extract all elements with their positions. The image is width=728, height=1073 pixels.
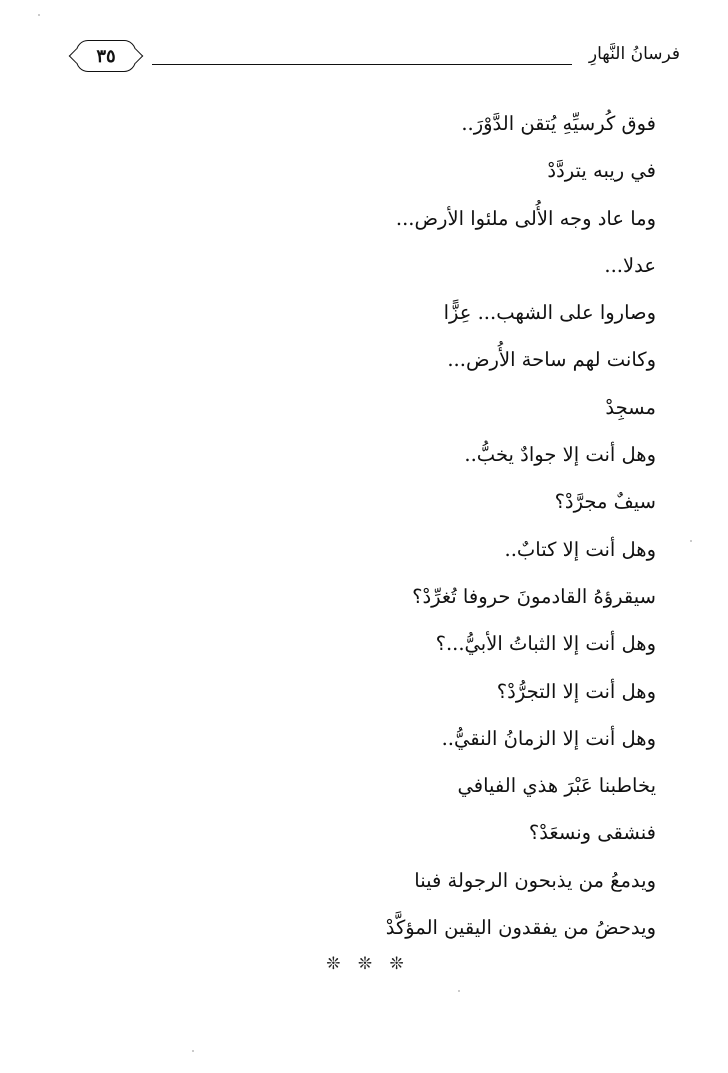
poem-line: عدلا... — [604, 253, 656, 277]
poem-body — [236, 100, 656, 951]
scan-speck — [458, 990, 460, 992]
poem-line: فوق كُرسيِّهِ يُتقن الدَّوْرَ.. — [461, 112, 656, 135]
poem-line: وهل أنت إلا الزمانُ النقيُّ.. — [441, 726, 656, 750]
poem-line: وكانت لهم ساحة الأُرض... — [447, 348, 656, 372]
poem-line: وهل أنت إلا الثباتُ الأبيُّ...؟ — [435, 632, 656, 656]
poem-line: وهل أنت إلا جوادٌ يخبُّ.. — [464, 443, 656, 467]
poem-line: وما عاد وجه الأُلى ملئوا الأرض... — [395, 206, 656, 230]
scan-speck — [38, 14, 40, 16]
poem-line: وهل أنت إلا التجرُّدْ؟ — [496, 679, 656, 703]
poem-line: في ريبه يتردَّدْ — [547, 159, 656, 183]
poem-line: سيفٌ مجرَّدْ؟ — [554, 490, 656, 514]
poem-line: وهل أنت إلا كتابٌ.. — [504, 537, 656, 561]
poem-line: ويدمعُ من يذبحون الرجولة فينا — [414, 868, 656, 892]
section-separator: ❊ ❊ ❊ — [326, 954, 410, 974]
scan-speck — [690, 540, 692, 542]
poem-line: وصاروا على الشهب... عِزًّا — [443, 301, 656, 325]
page-number: ٣٥ — [76, 40, 136, 72]
poem-line: سيقرؤهُ القادمونَ حروفا تُغرِّدْ؟ — [412, 584, 656, 608]
running-title: فرسانُ النَّهارِ — [588, 44, 680, 64]
scan-speck — [192, 1050, 194, 1052]
poem-line: فنشقى ونسعَدْ؟ — [528, 821, 656, 845]
poem-line: مسجِدْ — [605, 395, 656, 419]
header-rule — [152, 64, 572, 65]
page-header — [60, 38, 680, 82]
poem-line: يخاطبنا عَبْرَ هذي الفيافي — [457, 774, 656, 798]
poem-line: ويدحضُ من يفقدون اليقين المؤكَّدْ — [385, 916, 656, 940]
